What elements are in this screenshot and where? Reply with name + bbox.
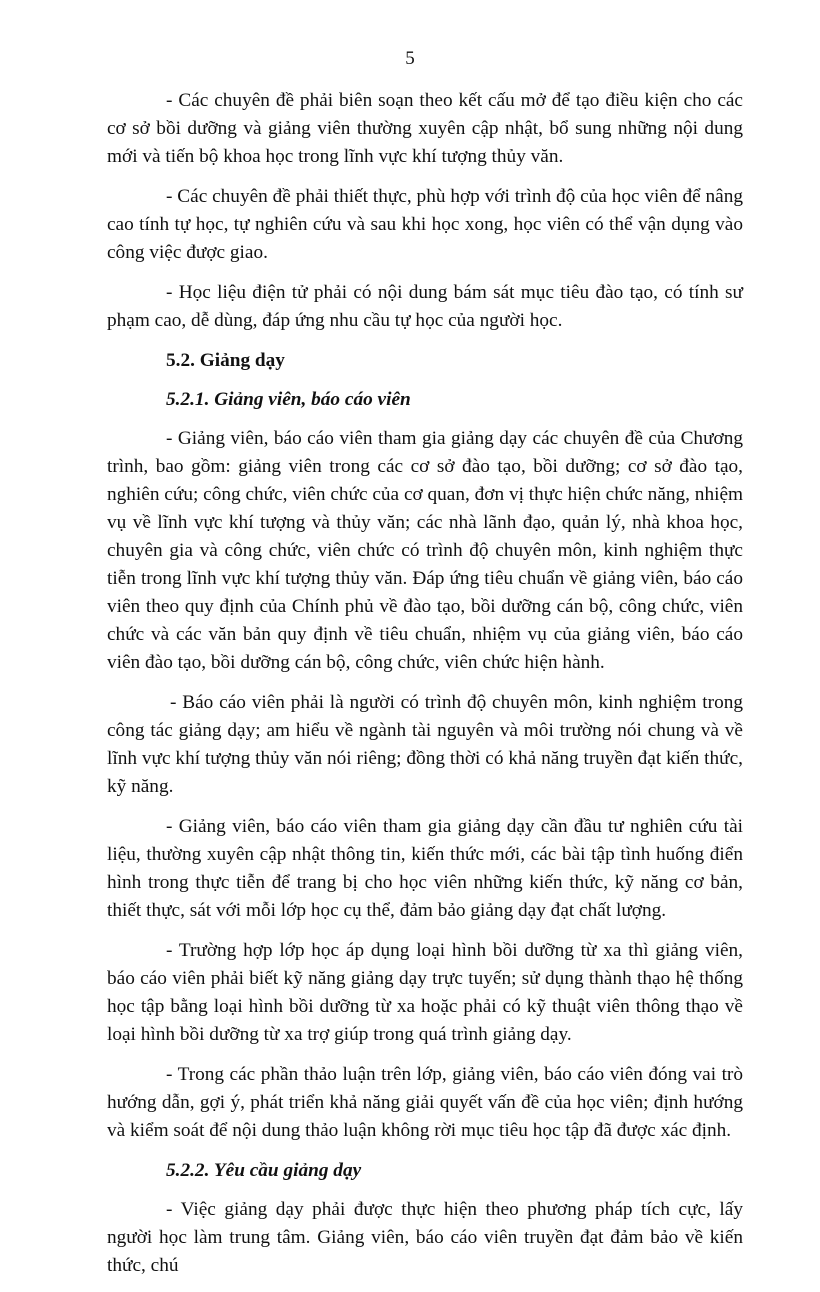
paragraph: - Học liệu điện tử phải có nội dung bám sát mục tiêu đào tạo, có tính sư phạm cao, dễ dùng, đáp ứng nhu cầu tự học của người học. [107, 282, 743, 331]
paragraph: - Báo cáo viên phải là người có trình độ chuyên môn, kinh nghiệm trong công tác giảng dạy; am hiểu về ngành tài nguyên và môi trường nói chung và về lĩnh vực khí tượng thủy văn nói riêng; đồng thời có khả năng truyền đạt kiến thức, kỹ năng. [107, 692, 743, 797]
subsection-heading: 5.2.2. Yêu cầu giảng dạy [166, 1160, 362, 1181]
paragraph: - Giảng viên, báo cáo viên tham gia giảng dạy cần đầu tư nghiên cứu tài liệu, thường xuyên cập nhật thông tin, kiến thức mới, các bài tập tình huống điển hình trong thực tiễn để trang bị cho học viên những kiến thức, kỹ năng cơ bản, thiết thực, sát với mỗi lớp học cụ thể, đảm bảo giảng dạy đạt chất lượng. [107, 816, 743, 921]
paragraph: - Các chuyên đề phải thiết thực, phù hợp với trình độ của học viên để nâng cao tính tự học, tự nghiên cứu và sau khi học xong, học viên có thể vận dụng vào công việc được giao. [107, 186, 743, 263]
paragraph: - Giảng viên, báo cáo viên tham gia giảng dạy các chuyên đề của Chương trình, bao gồm: giảng viên trong các cơ sở đào tạo, bồi dưỡng; cơ sở đào tạo, nghiên cứu; công chức, viên chức của cơ quan, đơn vị thực hiện chức năng, nhiệm vụ về lĩnh vực khí tượng và thủy văn; các nhà lãnh đạo, quản lý, nhà khoa học, chuyên gia và công chức, viên chức có trình độ chuyên môn, kinh nghiệm thực tiễn trong lĩnh vực khí tượng thủy văn. Đáp ứng tiêu chuẩn về giảng viên, báo cáo viên theo quy định của Chính phủ về đào tạo, bồi dưỡng cán bộ, công chức, viên chức và các văn bản quy định về tiêu chuẩn, nhiệm vụ của giảng viên, báo cáo viên đào tạo, bồi dưỡng cán bộ, công chức, viên chức hiện hành. [107, 428, 743, 673]
paragraph: - Các chuyên đề phải biên soạn theo kết cấu mở để tạo điều kiện cho các cơ sở bồi dưỡng và giảng viên thường xuyên cập nhật, bổ sung những nội dung mới và tiến bộ khoa học trong lĩnh vực khí tượng thủy văn. [107, 90, 743, 167]
section-heading: 5.2. Giảng dạy [166, 350, 285, 371]
document-body [107, 87, 743, 1292]
paragraph: - Trường hợp lớp học áp dụng loại hình bồi dưỡng từ xa thì giảng viên, báo cáo viên phải biết kỹ năng giảng dạy trực tuyến; sử dụng thành thạo hệ thống học tập bằng loại hình bồi dưỡng từ xa hoặc phải có kỹ thuật viên thông thạo về loại hình bồi dưỡng từ xa trợ giúp trong quá trình giảng dạy. [107, 940, 743, 1045]
page-number: 5 [405, 48, 415, 69]
paragraph: - Trong các phần thảo luận trên lớp, giảng viên, báo cáo viên đóng vai trò hướng dẫn, gợi ý, phát triển khả năng giải quyết vấn đề của học viên; định hướng và kiểm soát để nội dung thảo luận không rời mục tiêu học tập đã được xác định. [107, 1064, 743, 1141]
subsection-heading: 5.2.1. Giảng viên, báo cáo viên [166, 389, 411, 410]
paragraph: - Việc giảng dạy phải được thực hiện theo phương pháp tích cực, lấy người học làm trung tâm. Giảng viên, báo cáo viên truyền đạt đảm bảo về kiến thức, chú [107, 1199, 743, 1276]
